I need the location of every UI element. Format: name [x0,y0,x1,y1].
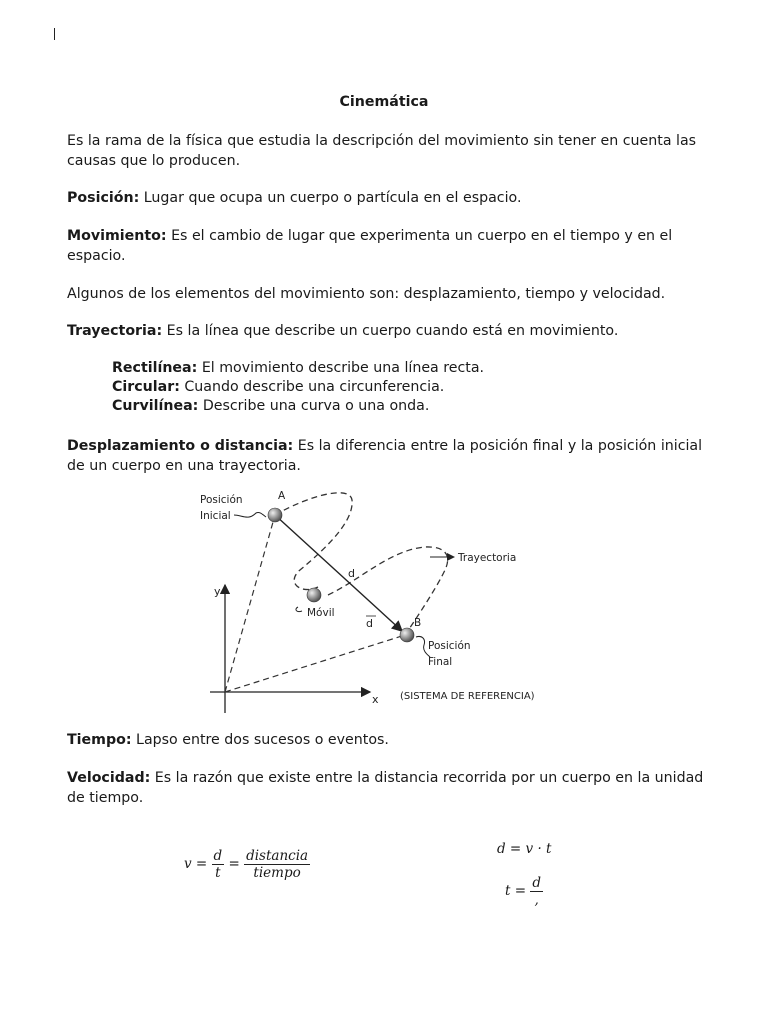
elementos-paragraph: Algunos de los elementos del movimiento son: desplazamiento, tiempo y velocidad. [67,286,666,302]
fraction-d-t [212,848,225,881]
fraction-numerator: distancia [246,848,309,864]
fraction-d-v [530,875,543,908]
d-vector-label: d [366,617,373,630]
fraction-distancia-tiempo [244,848,310,881]
point-a-ball [268,508,282,522]
tipo-curvilinea [112,397,712,417]
tipo-text: El movimiento describe una línea recta. [197,360,485,376]
fraction-denominator: tiempo [244,864,310,881]
tiempo-term: Tiempo: [67,732,132,748]
pos-final-label-1: Posición [428,640,471,652]
trayectoria-term: Trayectoria: [67,323,163,339]
velocidad-paragraph [67,768,707,808]
posicion-term: Posición: [67,190,140,206]
movimiento-paragraph [67,226,707,266]
sistema-label: (SISTEMA DE REFERENCIA) [400,691,535,702]
page-title: Cinemática [339,94,429,110]
tipo-text: Describe una curva o una onda. [198,398,430,414]
position-vector-a [225,515,275,692]
fraction-numerator: d [213,848,223,864]
movil-pointer [296,607,302,612]
text-cursor [54,28,55,40]
tipo-text: Cuando describe una circunferencia. [179,379,445,395]
time-formula [505,875,543,908]
v-eq: = [228,856,240,872]
position-vector-b [225,635,405,692]
velocidad-text: Es la razón que existe entre la distancia recorrida por un cuerpo en la unidad de tiempo. [67,770,704,806]
movimiento-text: Es el cambio de lugar que experimenta un cuerpo en el tiempo y en el espacio. [67,228,673,264]
pos-final-label-2: Final [428,656,453,668]
fraction-denominator: t [212,864,225,881]
tipo-term: Curvilínea: [112,398,199,414]
point-b-label: B [414,617,422,629]
t-lhs: t = [505,883,527,899]
tipo-term: Rectilínea: [112,360,198,376]
x-axis-label: x [372,693,379,706]
intro-paragraph: Es la rama de la física que estudia la descripción del movimiento sin tener en cuenta las causas que lo producen. [67,133,697,169]
point-b-ball [400,628,414,642]
reference-system-diagram [190,485,580,715]
tipo-circular [112,378,712,398]
trayectoria-paragraph [67,321,707,341]
posicion-text: Lugar que ocupa un cuerpo o partícula en el espacio. [139,190,522,206]
velocidad-term: Velocidad: [67,770,151,786]
velocity-formula [184,848,310,881]
trayectoria-text: Es la línea que describe un cuerpo cuando está en movimiento. [162,323,619,339]
fraction-denominator: , [530,891,543,908]
tiempo-paragraph [67,730,707,750]
point-a-label: A [278,490,286,502]
desplazamiento-text: Es la diferencia entre la posición final y la posición inicial de un cuerpo en una trayectoria. [67,438,703,474]
desplazamiento-paragraph [67,436,707,476]
tipo-term: Circular: [112,379,180,395]
d-label: d [348,567,355,580]
tiempo-text: Lapso entre dos sucesos o eventos. [131,732,389,748]
movil-label: Móvil [307,607,335,619]
fraction-numerator: d [532,875,541,891]
trayectoria-label: Trayectoria [458,552,517,564]
distance-formula: d = v · t [497,841,552,857]
pos-inicial-label-1: Posición [200,494,243,506]
inicial-pointer [234,512,266,517]
pos-inicial-label-2: Inicial [200,510,231,522]
posicion-paragraph [67,188,707,208]
movil-ball [307,588,321,602]
v-lhs: v = [184,856,208,872]
movimiento-term: Movimiento: [67,228,167,244]
desplazamiento-term: Desplazamiento o distancia: [67,438,294,454]
tipo-rectilinea [112,359,712,379]
y-axis-label: y [214,585,221,598]
trajectory-curve-2 [328,547,448,635]
